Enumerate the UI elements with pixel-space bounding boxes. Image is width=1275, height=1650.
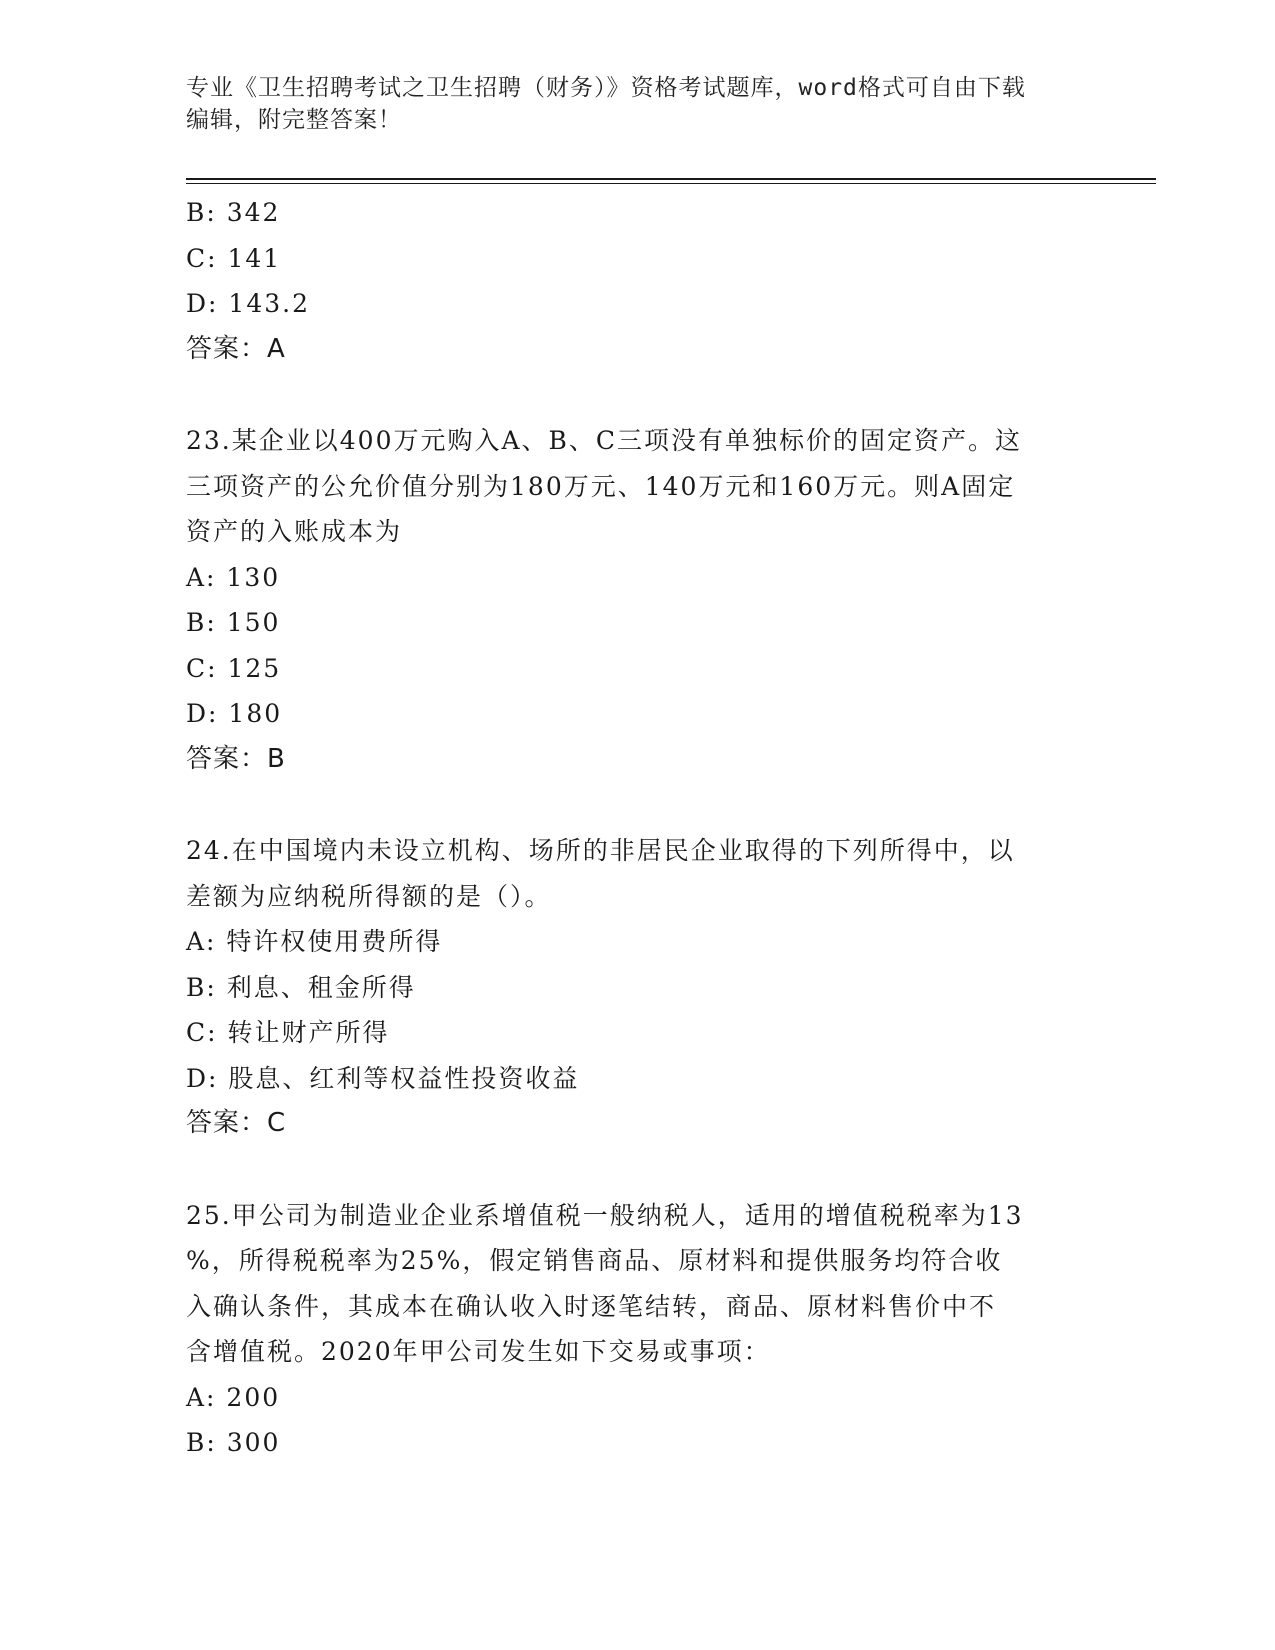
option-a: A: 200 bbox=[186, 1382, 281, 1412]
question-text-line: 25.甲公司为制造业企业系增值税一般纳税人，适用的增值税税率为13 bbox=[186, 1200, 1024, 1230]
question-text-line: 差额为应纳税所得额的是（）。 bbox=[186, 881, 552, 911]
option-c: C: 125 bbox=[186, 653, 282, 683]
option-d: D: 143.2 bbox=[186, 289, 310, 318]
option-c: C: 141 bbox=[186, 243, 282, 273]
answer-line: 答案：B bbox=[186, 743, 286, 774]
question-25 bbox=[186, 1193, 1086, 1466]
option-b: B: 150 bbox=[186, 608, 281, 637]
spacer bbox=[186, 782, 1086, 828]
option-b: B: 利息、租金所得 bbox=[186, 972, 416, 1002]
spacer bbox=[186, 1147, 1086, 1193]
option-d: D: 180 bbox=[186, 699, 283, 728]
answer-line: 答案：C bbox=[186, 1108, 287, 1138]
option-b: B: 342 bbox=[186, 198, 281, 227]
question-content bbox=[186, 190, 1086, 1466]
option-a: A: 130 bbox=[186, 562, 281, 592]
question-text-line: 入确认条件，其成本在确认收入时逐笔结转，商品、原材料售价中不 bbox=[186, 1291, 997, 1321]
option-b: B: 300 bbox=[186, 1428, 281, 1457]
question-24 bbox=[186, 828, 1086, 1147]
option-c: C: 转让财产所得 bbox=[186, 1018, 390, 1047]
header-line-1: 专业《卫生招聘考试之卫生招聘（财务）》资格考试题库，word格式可自由下载 bbox=[186, 75, 1026, 101]
question-text-line: 资产的入账成本为 bbox=[186, 517, 403, 546]
page-header bbox=[186, 72, 1086, 136]
header-line-2: 编辑，附完整答案！ bbox=[186, 107, 402, 133]
question-text-line: 含增值税。2020年甲公司发生如下交易或事项： bbox=[186, 1337, 771, 1366]
question-text-line: 三项资产的公允价值分别为180万元、140万元和160万元。则A固定 bbox=[186, 471, 1016, 501]
question-22-tail bbox=[186, 190, 1086, 372]
spacer bbox=[186, 372, 1086, 418]
question-text-line: 23.某企业以400万元购入A、B、C三项没有单独标价的固定资产。这 bbox=[186, 426, 1023, 455]
option-a: A: 特许权使用费所得 bbox=[186, 927, 443, 956]
option-d: D: 股息、红利等权益性投资收益 bbox=[186, 1063, 580, 1093]
answer-line: 答案：A bbox=[186, 333, 286, 364]
header-rule-thin bbox=[186, 183, 1156, 184]
question-23 bbox=[186, 418, 1086, 782]
header-rule-thick bbox=[186, 178, 1156, 180]
question-text-line: 24.在中国境内未设立机构、场所的非居民企业取得的下列所得中，以 bbox=[186, 836, 1015, 865]
question-text-line: %，所得税税率为25%，假定销售商品、原材料和提供服务均符合收 bbox=[186, 1246, 1003, 1275]
